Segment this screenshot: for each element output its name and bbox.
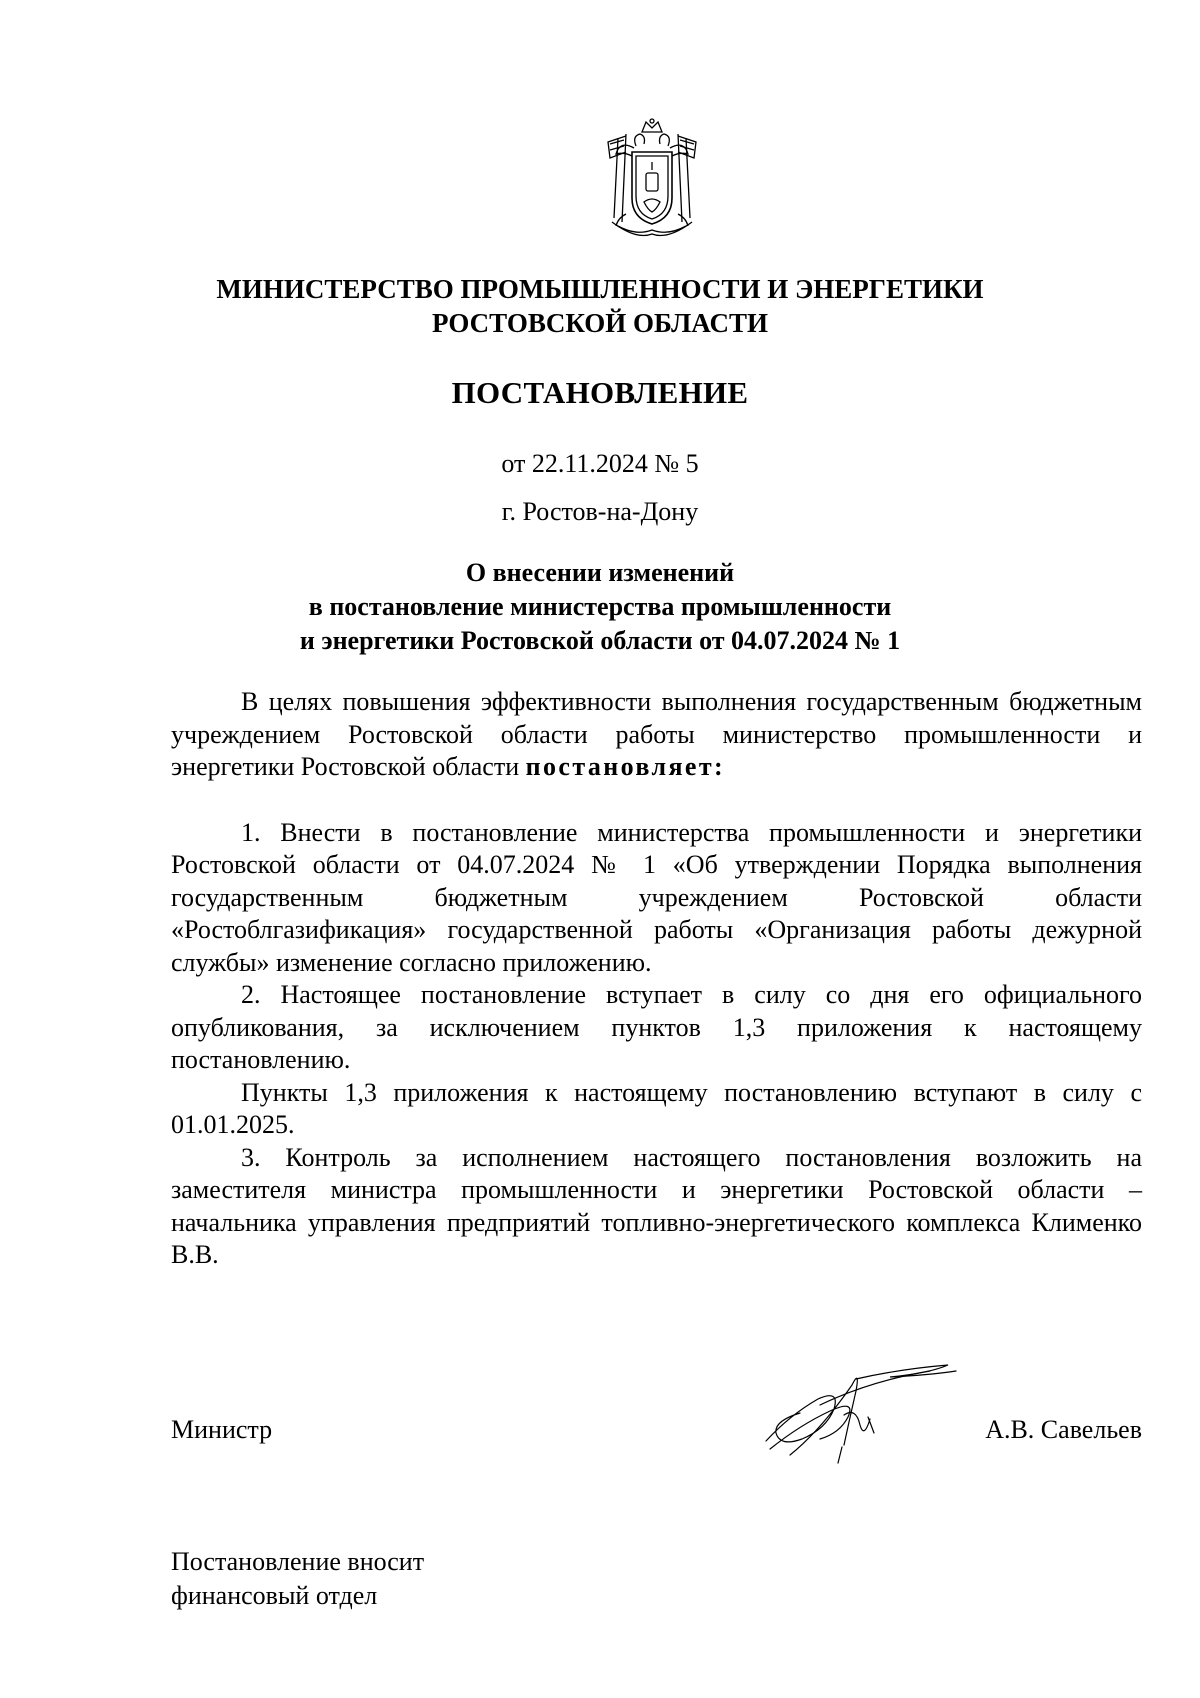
subject-line1: О внесении изменений xyxy=(465,558,735,587)
handwritten-signature-icon xyxy=(760,1355,960,1465)
subject-line2: в постановление министерства промышленности xyxy=(308,592,892,621)
signer-name: А.В. Савельев xyxy=(985,1415,1142,1444)
preamble-paragraph xyxy=(171,686,1142,784)
ministry-name xyxy=(0,272,1200,340)
item-3-paragraph: 3. Контроль за исполнением настоящего постановления возложить на заместителя министра промышленности и энергетики Ростовской области – начальника управления предприятий топливно-энергетического комплекса Клименко В.В. xyxy=(171,1142,1142,1269)
signer-position: Министр xyxy=(171,1415,273,1444)
preamble-text: В целях повышения эффективности выполнения государственным бюджетным учреждением Ростовской области работы министерство промышленности и энергетики Ростовской области xyxy=(171,687,1142,781)
ministry-name-line1: МИНИСТЕРСТВО ПРОМЫШЛЕННОСТИ И ЭНЕРГЕТИКИ xyxy=(216,274,984,304)
footer-line1: Постановление вносит xyxy=(171,1547,425,1576)
document-city: г. Ростов-на-Дону xyxy=(501,497,699,526)
document-body xyxy=(171,686,1142,1272)
item-2-paragraph: 2. Настоящее постановление вступает в силу со дня его официального опубликования, за исключением пунктов 1,3 приложения к настоящему постановлению. xyxy=(171,980,1142,1074)
subject-line3: и энергетики Ростовской области от 04.07.2024 № 1 xyxy=(299,626,901,655)
item-2-note-paragraph: Пункты 1,3 приложения к настоящему постановлению вступают в силу с 01.01.2025. xyxy=(171,1077,1142,1139)
item-1-paragraph: 1. Внести в постановление министерства промышленности и энергетики Ростовской области от 04.07.2024 № 1 «Об утверждении Порядка выполнения государственным бюджетным учреждением Ростовской области «Ростоблгазификация» государственной работы «Организация работы дежурной службы» изменение согласно приложению. xyxy=(171,817,1142,977)
document-footer xyxy=(171,1545,424,1613)
ministry-name-line2: РОСТОВСКОЙ ОБЛАСТИ xyxy=(432,308,768,338)
document-number: от 22.11.2024 № 5 xyxy=(501,449,699,478)
document-type: ПОСТАНОВЛЕНИЕ xyxy=(451,375,749,410)
footer-line2: финансовый отдел xyxy=(171,1581,378,1610)
rostov-oblast-coat-of-arms-icon xyxy=(596,118,708,243)
preamble-resolves: постановляет: xyxy=(525,752,726,781)
document-subject xyxy=(0,556,1200,658)
